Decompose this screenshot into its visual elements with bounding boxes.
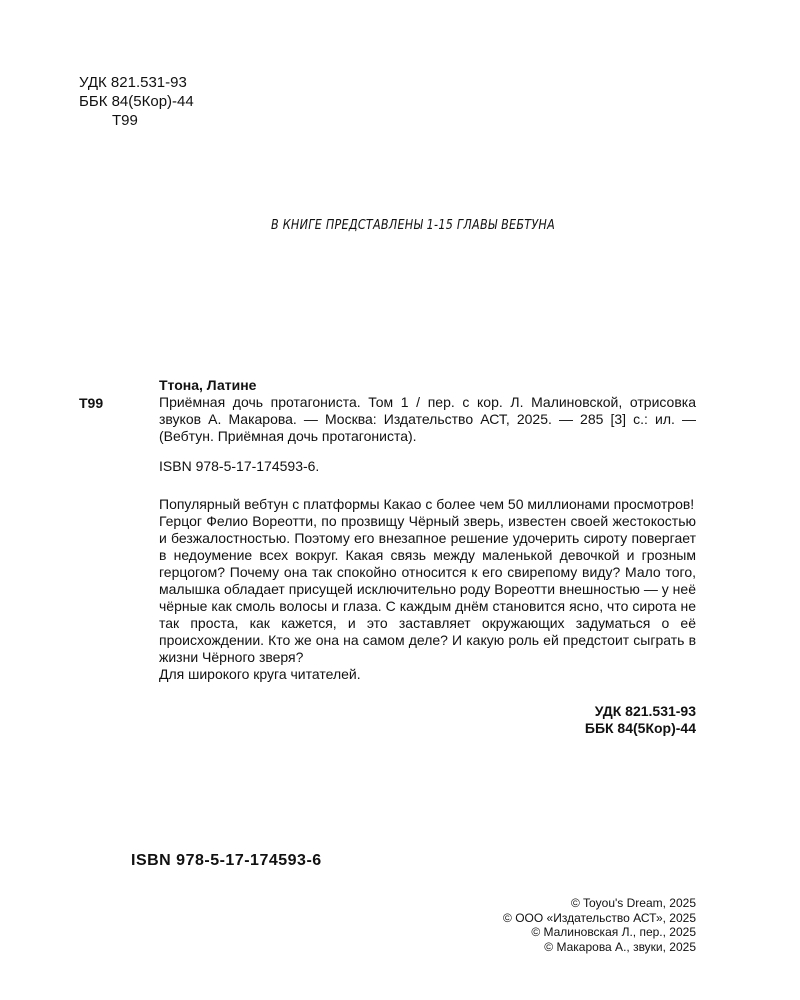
bbk-code: ББК 84(5Кор)-44 — [79, 93, 194, 110]
annotation-paragraph: Герцог Фелио Вореотти, по прозвищу Чёрный зверь, известен своей жестокостью и безжалостностью. Поэтому его внезапное решение удочерить сироту повергает в недоумение всех вокруг. Какая связь между маленькой девочкой и грозным герцогом? Почему она так спокойно относится к его свирепому виду? Мало того, малышка обладает присущей исключительно роду Вореотти внешностью — у неё чёрные как смоль волосы и глаза. С каждым днём становится ясно, что сирота не так проста, как кажется, и это заставляет окружающих задуматься о её происхождении. Кто же она на самом деле? И какую роль ей предстоит сыграть в жизни Чёрного зверя? — [159, 513, 696, 665]
bbk-code: ББК 84(5Кор)-44 — [584, 720, 696, 736]
classification-codes-bottom — [585, 703, 696, 737]
catalog-author: Ттона, Латине — [159, 377, 257, 393]
annotation-paragraph: Популярный вебтун с платформы Какао с более чем 50 миллионами просмотров! — [159, 496, 695, 512]
udk-code: УДК 821.531-93 — [594, 703, 696, 719]
copyright-line: © Малиновская Л., пер., 2025 — [531, 925, 696, 939]
chapters-notice: В КНИГЕ ПРЕДСТАВЛЕНЫ 1-15 ГЛАВЫ ВЕБТУНА — [270, 218, 556, 233]
author-mark: Т99 — [112, 112, 138, 129]
annotation-paragraph: Для широкого круга читателей. — [159, 666, 361, 682]
classification-codes-top — [79, 73, 194, 130]
udk-code: УДК 821.531-93 — [79, 74, 187, 91]
annotation — [159, 496, 696, 683]
copyright-block — [503, 896, 696, 954]
catalog-isbn: ISBN 978-5-17-174593-6. — [159, 458, 320, 474]
catalog-description: Приёмная дочь протагониста. Том 1 / пер. с кор. Л. Малиновской, отрисовка звуков А. Макарова. — Москва: Издательство АСТ, 2025. — 285 [3] с.: ил. — (Вебтун. Приёмная дочь протагониста). — [159, 394, 696, 444]
copyright-line: © Макарова А., звуки, 2025 — [544, 939, 696, 954]
catalog-author-mark: Т99 — [79, 395, 104, 411]
copyright-line: © Toyou's Dream, 2025 — [571, 896, 696, 910]
isbn-main: ISBN 978-5-17-174593-6 — [131, 852, 322, 869]
copyright-line: © ООО «Издательство АСТ», 2025 — [503, 910, 696, 925]
